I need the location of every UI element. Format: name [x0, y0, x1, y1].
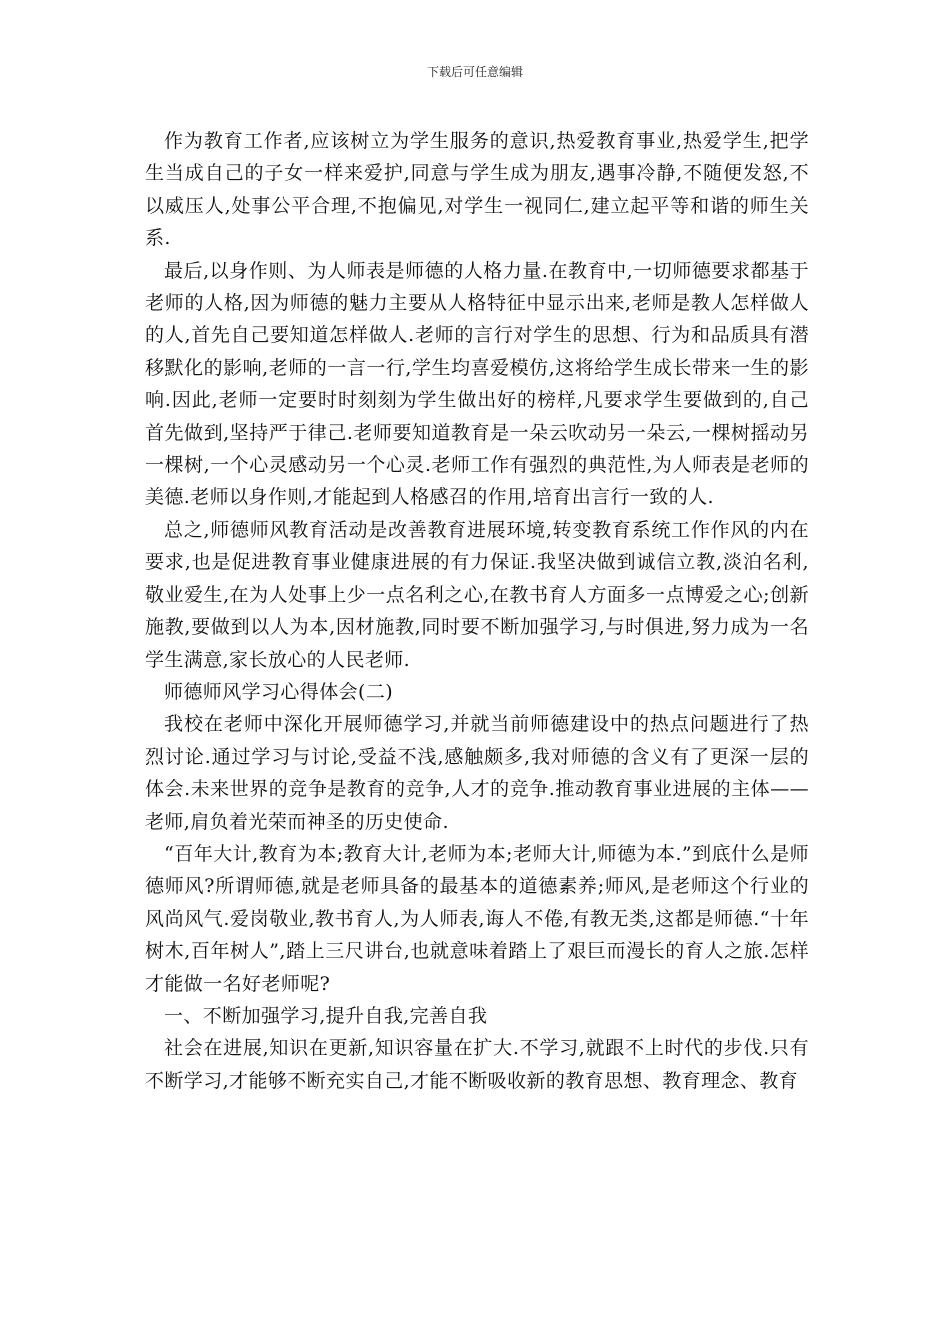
paragraph-quote: “百年大计,教育为本;教育大计,老师为本;老师大计,师德为本.”到底什么是师德师风?所谓师德,就是老师具备的最基本的道德素养;师风,是老师这个行业的风尚风气.爱岗敬业,教书育人,为人师表,诲人不倦,有教无类,这都是师德.“十年树木,百年树人”,踏上三尺讲台,也就意味着踏上了艰巨而漫长的育人之旅.怎样才能做一名好老师呢?	[145, 842, 809, 995]
section-title: 师德师风学习心得体会(二)	[164, 680, 394, 703]
paragraph-lead-by-example: 最后,以身作则、为人师表是师德的人格力量.在教育中,一切师德要求都基于老师的人格,因为师德的魅力主要从人格特征中显示出来,老师是教人怎样做人的人,首先自己要知道怎样做人.老师的言行对学生的思想、行为和品质具有潜移默化的影响,老师的一言一行,学生均喜爱模仿,这将给学生成长带来一生的影响.因此,老师一定要时时刻刻为学生做出好的榜样,凡要求学生要做到的,自己首先做到,坚持严于律己.老师要知道教育是一朵云吹动另一朵云,一棵树摇动另一棵树,一个心灵感动另一个心灵.老师工作有强烈的典范性,为人师表是老师的美德.老师以身作则,才能起到人格感召的作用,培育出言行一致的人.	[145, 259, 809, 509]
paragraph-society-progress: 社会在进展,知识在更新,知识容量在扩大.不学习,就跟不上时代的步伐.只有不断学习,才能够不断充实自己,才能不断吸收新的教育思想、教育理念、教育	[145, 1037, 809, 1092]
paragraph-conclusion: 总之,师德师风教育活动是改善教育进展环境,转变教育系统工作作风的内在要求,也是促进教育事业健康进展的有力保证.我坚决做到诚信立教,淡泊名利,敬业爱生,在为人处事上少一点名利之心,在教书育人方面多一点博爱之心;创新施教,要做到以人为本,因材施教,同时要不断加强学习,与时俱进,努力成为一名学生满意,家长放心的人民老师.	[145, 518, 809, 671]
document-body	[145, 125, 809, 1097]
paragraph-school-study: 我校在老师中深化开展师德学习,并就当前师德建设中的热点问题进行了热烈讨论.通过学习与讨论,受益不浅,感触颇多,我对师德的含义有了更深一层的体会.未来世界的竞争是教育的竞争,人才的竞争.推动教育事业进展的主体——老师,肩负着光荣而神圣的历史使命.	[145, 713, 809, 833]
page-header: 下载后可任意编辑	[426, 65, 523, 79]
paragraph-teacher-duty: 作为教育工作者,应该树立为学生服务的意识,热爱教育事业,热爱学生,把学生当成自己的子女一样来爱护,同意与学生成为朋友,遇事冷静,不随便发怒,不以威压人,处事公平合理,不抱偏见,对学生一视同仁,建立起平等和谐的师生关系.	[145, 130, 809, 250]
subheading-continuous-learning: 一、不断加强学习,提升自我,完善自我	[164, 1004, 488, 1027]
